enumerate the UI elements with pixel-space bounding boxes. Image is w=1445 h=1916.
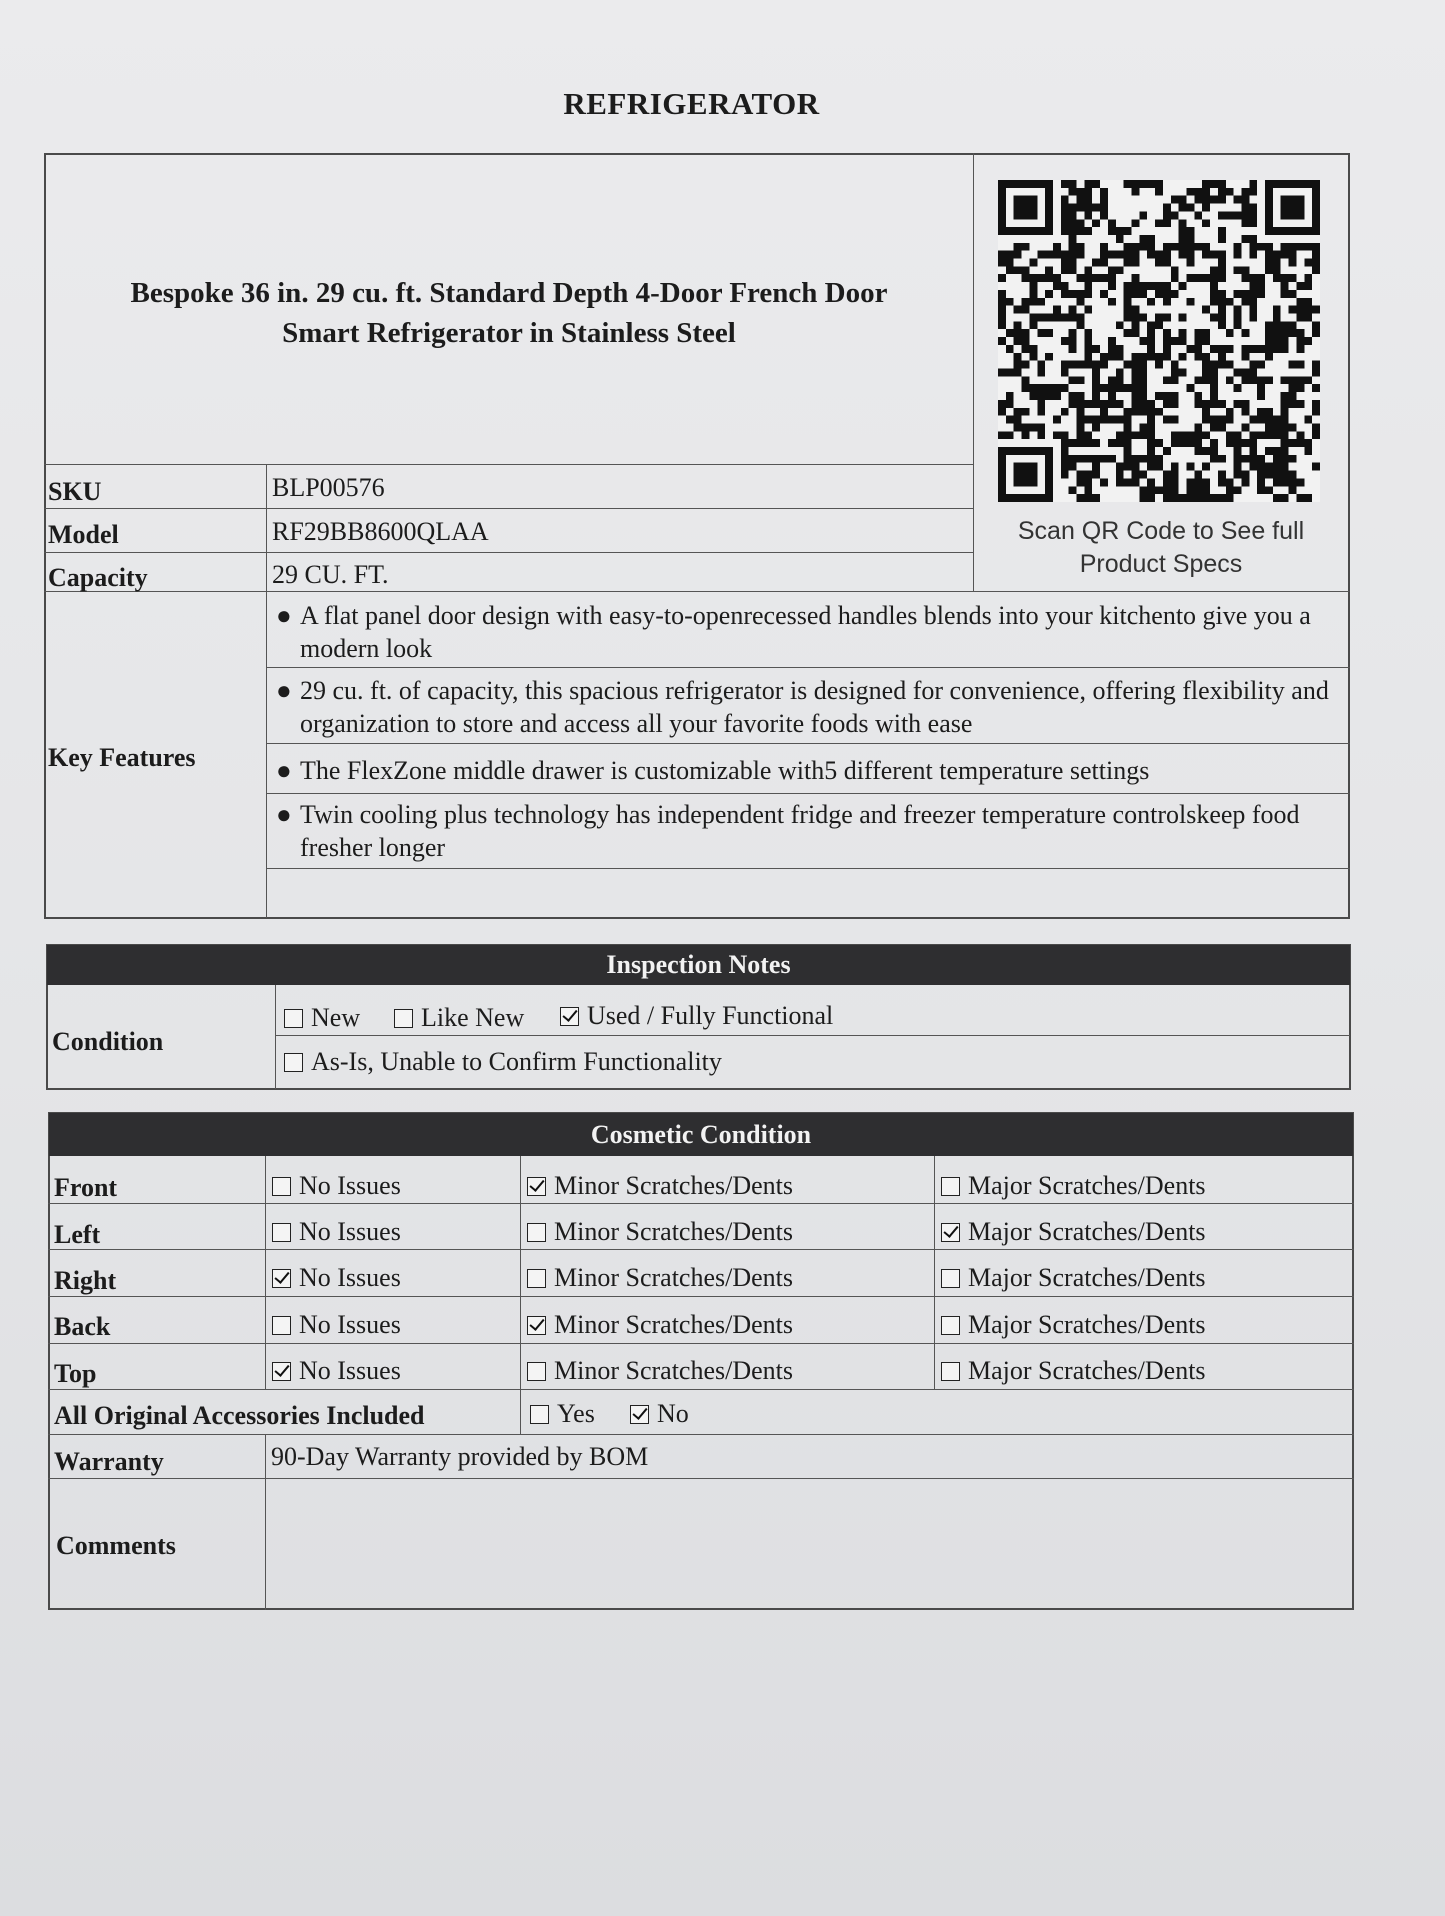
option-right-major-scratches[interactable] (941, 1262, 1206, 1294)
feature-item (276, 754, 1366, 787)
sku-label: SKU (48, 477, 102, 506)
checkbox[interactable] (941, 1316, 960, 1335)
checkbox[interactable] (527, 1269, 546, 1288)
feature-item (276, 599, 1366, 665)
option-label: No Issues (299, 1310, 401, 1339)
option-label: No Issues (299, 1217, 401, 1246)
product-title (44, 273, 974, 353)
checkbox[interactable] (941, 1223, 960, 1242)
qr-caption (975, 515, 1347, 581)
option-left-major-scratches[interactable] (941, 1216, 1206, 1248)
option-front-minor-scratches[interactable] (527, 1170, 793, 1202)
cosmetic-condition-header: Cosmetic Condition (49, 1113, 1353, 1156)
option-label: No Issues (299, 1171, 401, 1200)
option-label: Major Scratches/Dents (968, 1217, 1206, 1246)
row-label-right: Right (54, 1266, 117, 1295)
row-label-left: Left (54, 1220, 101, 1249)
accessories-label: All Original Accessories Included (54, 1401, 425, 1430)
key-features-label: Key Features (48, 743, 196, 772)
feature-item (276, 798, 1366, 864)
option-top-no-issues[interactable] (272, 1355, 401, 1387)
option-label: Minor Scratches/Dents (554, 1310, 794, 1339)
option-top-major-scratches[interactable] (941, 1355, 1206, 1387)
checkbox[interactable] (272, 1269, 291, 1288)
option-back-minor-scratches[interactable] (527, 1309, 793, 1341)
bullet-icon: ● (276, 601, 292, 630)
option-right-no-issues[interactable] (272, 1262, 401, 1294)
option-back-no-issues[interactable] (272, 1309, 401, 1341)
option-label: Major Scratches/Dents (968, 1310, 1206, 1339)
bullet-icon: ● (276, 756, 292, 785)
checkbox[interactable] (560, 1007, 579, 1026)
accessories-option-no[interactable] (630, 1398, 689, 1430)
row-label-front: Front (54, 1173, 118, 1202)
condition-option-as-is[interactable] (284, 1046, 722, 1078)
checkbox[interactable] (284, 1009, 303, 1028)
option-front-major-scratches[interactable] (941, 1170, 1206, 1202)
checkbox[interactable] (941, 1269, 960, 1288)
capacity-label: Capacity (48, 563, 148, 592)
model-label: Model (48, 520, 119, 549)
document-title: REFRIGERATOR (563, 86, 820, 121)
inspection-notes-header: Inspection Notes (47, 945, 1350, 985)
checkbox[interactable] (530, 1405, 549, 1424)
model-value: RF29BB8600QLAA (272, 517, 489, 546)
option-front-no-issues[interactable] (272, 1170, 401, 1202)
checkbox[interactable] (284, 1053, 303, 1072)
comments-field[interactable] (275, 1490, 1345, 1600)
checkbox[interactable] (272, 1362, 291, 1381)
checkbox[interactable] (394, 1009, 413, 1028)
option-left-minor-scratches[interactable] (527, 1216, 793, 1248)
feature-text: A flat panel door design with easy-to-openrecessed handles blends into your kitchento give you a modern look (300, 601, 1311, 663)
capacity-value: 29 CU. FT. (272, 560, 389, 589)
option-label: No (657, 1399, 689, 1428)
option-label: As-Is, Unable to Confirm Functionality (311, 1047, 722, 1076)
option-label: No Issues (299, 1263, 401, 1292)
option-label: Minor Scratches/Dents (554, 1356, 794, 1385)
option-back-major-scratches[interactable] (941, 1309, 1206, 1341)
checkbox[interactable] (630, 1405, 649, 1424)
product-title-line-2: Smart Refrigerator in Stainless Steel (282, 317, 736, 349)
option-label: No Issues (299, 1356, 401, 1385)
checkbox[interactable] (527, 1316, 546, 1335)
option-label: Like New (421, 1003, 525, 1032)
checkbox[interactable] (527, 1177, 546, 1196)
checkbox[interactable] (527, 1223, 546, 1242)
checkbox[interactable] (941, 1177, 960, 1196)
sku-value: BLP00576 (272, 473, 385, 502)
feature-text: 29 cu. ft. of capacity, this spacious refrigerator is designed for convenience, offering flexibility and organization to store and access all your favorite foods with ease (300, 676, 1329, 738)
bullet-icon: ● (276, 676, 292, 705)
row-label-back: Back (54, 1312, 111, 1341)
option-label: Minor Scratches/Dents (554, 1263, 794, 1292)
comments-label: Comments (56, 1531, 176, 1560)
option-label: Minor Scratches/Dents (554, 1171, 794, 1200)
option-label: Major Scratches/Dents (968, 1171, 1206, 1200)
qr-code-image[interactable] (998, 180, 1320, 502)
condition-label: Condition (52, 1027, 164, 1056)
checkbox[interactable] (272, 1223, 291, 1242)
qr-caption-line-1: Scan QR Code to See full (1017, 517, 1305, 545)
accessories-option-yes[interactable] (530, 1398, 595, 1430)
condition-option-new[interactable] (284, 1002, 360, 1034)
option-label: Used / Fully Functional (587, 1001, 834, 1030)
option-label: Major Scratches/Dents (968, 1263, 1206, 1292)
product-title-line-1: Bespoke 36 in. 29 cu. ft. Standard Depth 4-Door French Door (130, 277, 888, 309)
option-right-minor-scratches[interactable] (527, 1262, 793, 1294)
option-label: Major Scratches/Dents (968, 1356, 1206, 1385)
condition-option-used[interactable] (560, 1000, 833, 1032)
row-label-top: Top (54, 1359, 97, 1388)
option-left-no-issues[interactable] (272, 1216, 401, 1248)
checkbox[interactable] (941, 1362, 960, 1381)
option-label: Minor Scratches/Dents (554, 1217, 794, 1246)
checkbox[interactable] (527, 1362, 546, 1381)
condition-option-like-new[interactable] (394, 1002, 524, 1034)
checkbox[interactable] (272, 1316, 291, 1335)
checkbox[interactable] (272, 1177, 291, 1196)
feature-text: Twin cooling plus technology has independent fridge and freezer temperature controlskeep food fresher longer (300, 800, 1300, 862)
bullet-icon: ● (276, 800, 292, 829)
feature-item (276, 674, 1366, 740)
option-top-minor-scratches[interactable] (527, 1355, 793, 1387)
feature-text: The FlexZone middle drawer is customizable with5 different temperature settings (300, 756, 1150, 785)
warranty-label: Warranty (54, 1447, 164, 1476)
option-label: Yes (557, 1399, 595, 1428)
warranty-value: 90-Day Warranty provided by BOM (271, 1442, 649, 1471)
qr-caption-line-2: Product Specs (1079, 550, 1243, 578)
option-label: New (311, 1003, 361, 1032)
